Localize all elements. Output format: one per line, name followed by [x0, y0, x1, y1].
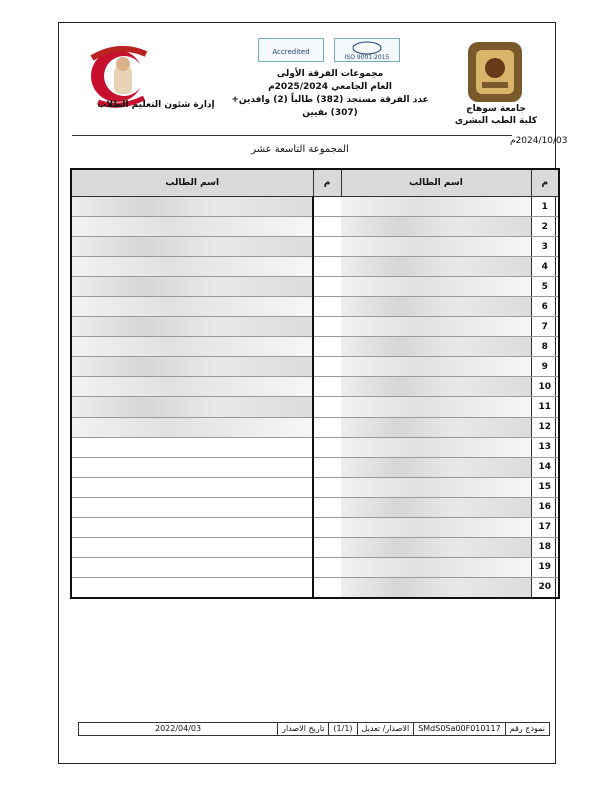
accreditation-logo	[258, 38, 324, 62]
university-crest-logo	[462, 38, 528, 106]
table-row	[71, 337, 559, 357]
row-number: 7	[531, 317, 559, 337]
svg-text:Accredited: Accredited	[272, 48, 310, 56]
issue-date-value: 2022/04/03	[154, 724, 202, 733]
title-line: العام الجامعي 2025/2024م	[268, 82, 392, 92]
redacted-student-name	[71, 497, 313, 517]
empty-number-cell	[313, 577, 341, 598]
redacted-student-name	[71, 557, 313, 577]
row-number: 12	[531, 417, 559, 437]
row-number: 20	[531, 577, 559, 598]
redacted-student-name	[71, 537, 313, 557]
row-number: 1	[531, 197, 559, 217]
row-number: 18	[531, 537, 559, 557]
row-number: 9	[531, 357, 559, 377]
table-row	[71, 357, 559, 377]
redacted-student-name	[341, 237, 531, 257]
redacted-student-name	[341, 437, 531, 457]
redacted-student-name	[71, 277, 313, 297]
row-number: 19	[531, 557, 559, 577]
table-row	[71, 417, 559, 437]
redacted-student-name	[71, 197, 313, 217]
empty-number-cell	[313, 337, 341, 357]
row-number: 10	[531, 377, 559, 397]
redacted-student-name	[71, 317, 313, 337]
redacted-student-name	[341, 397, 531, 417]
empty-number-cell	[313, 417, 341, 437]
redacted-student-name	[71, 517, 313, 537]
row-number: 14	[531, 457, 559, 477]
svg-text:ISO 9001:2015: ISO 9001:2015	[344, 54, 390, 61]
column-header-name: اسم الطالب	[341, 169, 531, 197]
row-number: 17	[531, 517, 559, 537]
redacted-student-name	[341, 417, 531, 437]
empty-number-cell	[313, 257, 341, 277]
empty-number-cell	[313, 217, 341, 237]
iso-logo	[334, 38, 400, 62]
row-number: 13	[531, 437, 559, 457]
redacted-student-name	[71, 377, 313, 397]
redacted-student-name	[341, 197, 531, 217]
empty-number-cell	[313, 237, 341, 257]
table-row	[71, 557, 559, 577]
row-number: 3	[531, 237, 559, 257]
redacted-student-name	[341, 357, 531, 377]
row-number: 11	[531, 397, 559, 417]
table-row	[71, 477, 559, 497]
document-date: 2024/10/03م	[510, 136, 568, 146]
redacted-student-name	[71, 457, 313, 477]
redacted-student-name	[71, 417, 313, 437]
empty-number-cell	[313, 437, 341, 457]
empty-number-cell	[313, 357, 341, 377]
empty-number-cell	[313, 317, 341, 337]
table-row	[71, 457, 559, 477]
redacted-student-name	[341, 497, 531, 517]
redacted-student-name	[71, 437, 313, 457]
table-row	[71, 297, 559, 317]
university-name: جامعة سوهاج	[466, 104, 526, 114]
empty-number-cell	[313, 197, 341, 217]
table-row	[71, 537, 559, 557]
redacted-student-name	[341, 257, 531, 277]
redacted-student-name	[341, 537, 531, 557]
empty-number-cell	[313, 277, 341, 297]
table-row	[71, 497, 559, 517]
table-row	[71, 377, 559, 397]
redacted-student-name	[341, 337, 531, 357]
document-title-block	[230, 68, 430, 120]
redacted-student-name	[71, 397, 313, 417]
redacted-student-name	[71, 577, 313, 598]
row-number: 2	[531, 217, 559, 237]
redacted-student-name	[341, 217, 531, 237]
column-header-number: م	[531, 169, 559, 197]
table-row	[71, 257, 559, 277]
redacted-student-name	[341, 557, 531, 577]
table-row	[71, 237, 559, 257]
table-row	[71, 217, 559, 237]
table-row	[71, 517, 559, 537]
redacted-student-name	[71, 477, 313, 497]
redacted-student-name	[341, 317, 531, 337]
table-header-row	[71, 169, 559, 197]
row-number: 6	[531, 297, 559, 317]
table-row	[71, 577, 559, 598]
empty-number-cell	[313, 537, 341, 557]
table-row	[71, 197, 559, 217]
redacted-student-name	[341, 377, 531, 397]
redacted-student-name	[71, 257, 313, 277]
row-number: 15	[531, 477, 559, 497]
redacted-student-name	[341, 297, 531, 317]
empty-number-cell	[313, 557, 341, 577]
empty-number-cell	[313, 477, 341, 497]
redacted-student-name	[71, 337, 313, 357]
title-line: (307) بقيين	[302, 108, 358, 118]
table-row	[71, 437, 559, 457]
form-footer	[78, 722, 550, 736]
empty-number-cell	[313, 457, 341, 477]
issue-date-label: تاريخ الاصدار	[277, 723, 328, 735]
issue-value: (1/1)	[328, 723, 356, 735]
student-roster-table	[70, 168, 560, 599]
form-number-label: نموذج رقم	[505, 723, 549, 735]
empty-number-cell	[313, 377, 341, 397]
table-row	[71, 397, 559, 417]
redacted-student-name	[71, 217, 313, 237]
empty-number-cell	[313, 397, 341, 417]
row-number: 16	[531, 497, 559, 517]
empty-number-cell	[313, 517, 341, 537]
redacted-student-name	[341, 457, 531, 477]
redacted-student-name	[341, 477, 531, 497]
form-code: SMdS0Sa00F010117	[413, 723, 505, 735]
empty-number-cell	[313, 297, 341, 317]
redacted-student-name	[341, 277, 531, 297]
group-title: المجموعة التاسعة عشر	[251, 144, 349, 155]
university-name-block	[452, 103, 540, 127]
redacted-student-name	[71, 297, 313, 317]
table-row	[71, 317, 559, 337]
department-name: إدارة شئون التعليم الطلاب	[97, 100, 215, 110]
faculty-name: كلية الطب البشرى	[454, 116, 538, 126]
row-number: 4	[531, 257, 559, 277]
issue-label: الاصدار/ تعديل	[357, 723, 414, 735]
title-line: عدد الفرقة مستجد (382) طالباً (2) وافدين+	[231, 95, 429, 105]
redacted-student-name	[71, 357, 313, 377]
column-header-number: م	[313, 169, 341, 197]
redacted-student-name	[71, 237, 313, 257]
title-line: مجموعات الفرقة الأولى	[276, 69, 384, 79]
redacted-student-name	[341, 517, 531, 537]
redacted-student-name	[341, 577, 531, 598]
table-row	[71, 277, 559, 297]
header-divider	[72, 135, 512, 136]
row-number: 8	[531, 337, 559, 357]
row-number: 5	[531, 277, 559, 297]
column-header-name: اسم الطالب	[71, 169, 313, 197]
empty-number-cell	[313, 497, 341, 517]
